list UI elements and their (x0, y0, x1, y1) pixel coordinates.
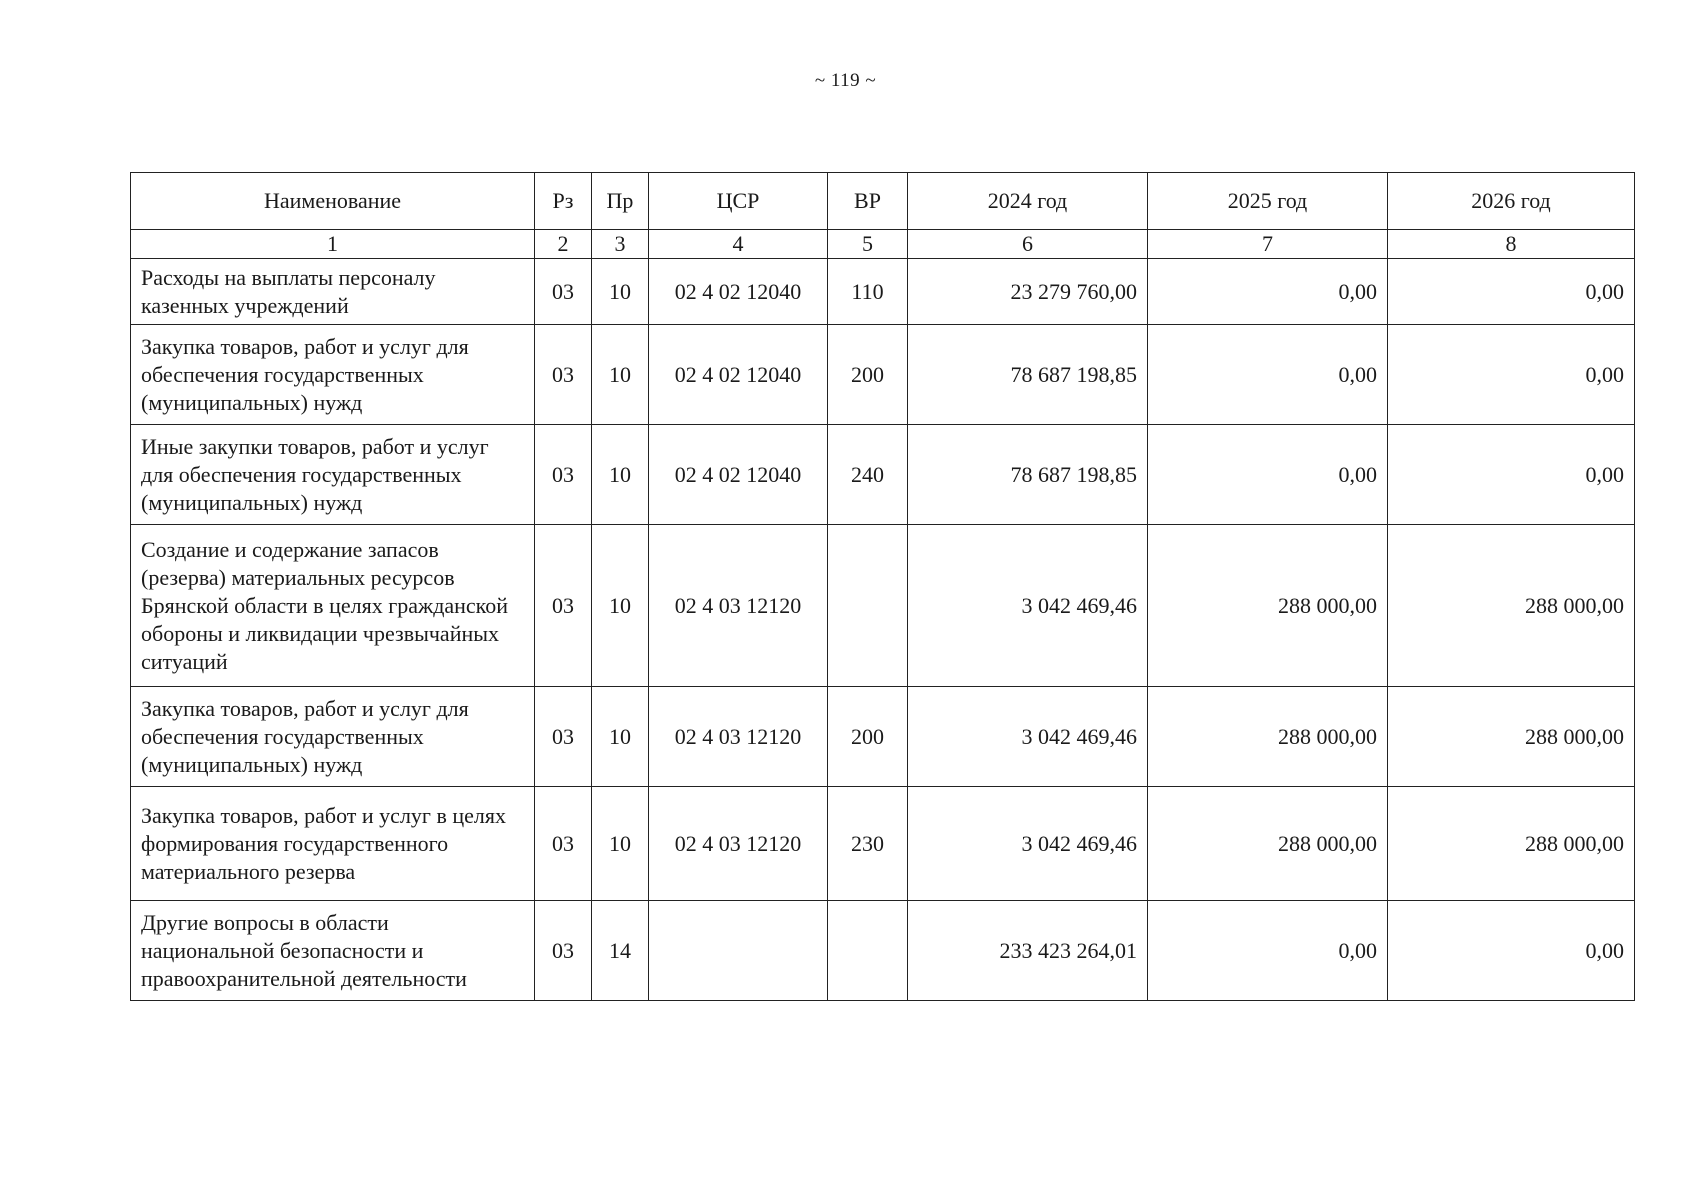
row-csr: 02 4 02 12040 (649, 325, 828, 425)
row-vr: 110 (828, 259, 908, 325)
row-name: Другие вопросы в области национальной безопасности и правоохранительной деятельности (131, 901, 535, 1001)
row-csr: 02 4 03 12120 (649, 687, 828, 787)
row-2024: 78 687 198,85 (908, 425, 1148, 525)
table-row (131, 525, 1635, 687)
row-2025: 0,00 (1148, 259, 1388, 325)
row-rz: 03 (535, 259, 592, 325)
table-row (131, 425, 1635, 525)
row-name: Закупка товаров, работ и услуг для обеспечения государственных (муниципальных) нужд (131, 325, 535, 425)
row-2024: 3 042 469,46 (908, 787, 1148, 901)
table-row (131, 901, 1635, 1001)
row-csr: 02 4 03 12120 (649, 525, 828, 687)
row-pr: 10 (592, 787, 649, 901)
column-number: 1 (131, 230, 535, 259)
table-row (131, 787, 1635, 901)
row-2026: 0,00 (1388, 901, 1635, 1001)
table-row (131, 325, 1635, 425)
row-2026: 288 000,00 (1388, 687, 1635, 787)
header-2025: 2025 год (1148, 173, 1388, 230)
row-vr (828, 901, 908, 1001)
header-2024: 2024 год (908, 173, 1148, 230)
row-name: Закупка товаров, работ и услуг в целях формирования государственного материального резерва (131, 787, 535, 901)
row-2026: 0,00 (1388, 425, 1635, 525)
row-2024: 23 279 760,00 (908, 259, 1148, 325)
row-vr: 230 (828, 787, 908, 901)
row-pr: 10 (592, 259, 649, 325)
column-number: 8 (1388, 230, 1635, 259)
column-number: 2 (535, 230, 592, 259)
row-csr: 02 4 02 12040 (649, 425, 828, 525)
row-csr: 02 4 03 12120 (649, 787, 828, 901)
header-csr: ЦСР (649, 173, 828, 230)
row-2026: 0,00 (1388, 325, 1635, 425)
header-pr: Пр (592, 173, 649, 230)
column-number-row (131, 230, 1635, 259)
page-number: ~ 119 ~ (814, 70, 877, 91)
row-rz: 03 (535, 687, 592, 787)
row-2025: 288 000,00 (1148, 525, 1388, 687)
column-number: 3 (592, 230, 649, 259)
row-pr: 10 (592, 525, 649, 687)
row-2026: 288 000,00 (1388, 525, 1635, 687)
table-row (131, 259, 1635, 325)
row-vr: 240 (828, 425, 908, 525)
row-name: Закупка товаров, работ и услуг для обеспечения государственных (муниципальных) нужд (131, 687, 535, 787)
row-csr: 02 4 02 12040 (649, 259, 828, 325)
row-rz: 03 (535, 901, 592, 1001)
row-pr: 10 (592, 687, 649, 787)
column-number: 6 (908, 230, 1148, 259)
row-name: Расходы на выплаты персоналу казенных учреждений (131, 259, 535, 325)
column-number: 4 (649, 230, 828, 259)
row-pr: 14 (592, 901, 649, 1001)
row-rz: 03 (535, 425, 592, 525)
row-2024: 233 423 264,01 (908, 901, 1148, 1001)
header-name: Наименование (131, 173, 535, 230)
row-vr (828, 525, 908, 687)
row-pr: 10 (592, 325, 649, 425)
header-row (131, 173, 1635, 230)
row-vr: 200 (828, 687, 908, 787)
row-2025: 0,00 (1148, 901, 1388, 1001)
row-rz: 03 (535, 525, 592, 687)
row-csr (649, 901, 828, 1001)
table-row (131, 687, 1635, 787)
row-2024: 3 042 469,46 (908, 687, 1148, 787)
row-2024: 3 042 469,46 (908, 525, 1148, 687)
column-number: 7 (1148, 230, 1388, 259)
budget-table (130, 172, 1635, 1001)
row-rz: 03 (535, 325, 592, 425)
row-2024: 78 687 198,85 (908, 325, 1148, 425)
header-rz: Рз (535, 173, 592, 230)
header-2026: 2026 год (1388, 173, 1635, 230)
header-vr: ВР (828, 173, 908, 230)
row-vr: 200 (828, 325, 908, 425)
row-2025: 288 000,00 (1148, 787, 1388, 901)
row-name: Иные закупки товаров, работ и услуг для обеспечения государственных (муниципальных) нужд (131, 425, 535, 525)
row-name: Создание и содержание запасов (резерва) материальных ресурсов Брянской области в целях гражданской обороны и ликвидации чрезвычайных ситуаций (131, 525, 535, 687)
row-2026: 0,00 (1388, 259, 1635, 325)
row-2026: 288 000,00 (1388, 787, 1635, 901)
row-2025: 0,00 (1148, 325, 1388, 425)
row-2025: 0,00 (1148, 425, 1388, 525)
column-number: 5 (828, 230, 908, 259)
row-2025: 288 000,00 (1148, 687, 1388, 787)
row-pr: 10 (592, 425, 649, 525)
row-rz: 03 (535, 787, 592, 901)
